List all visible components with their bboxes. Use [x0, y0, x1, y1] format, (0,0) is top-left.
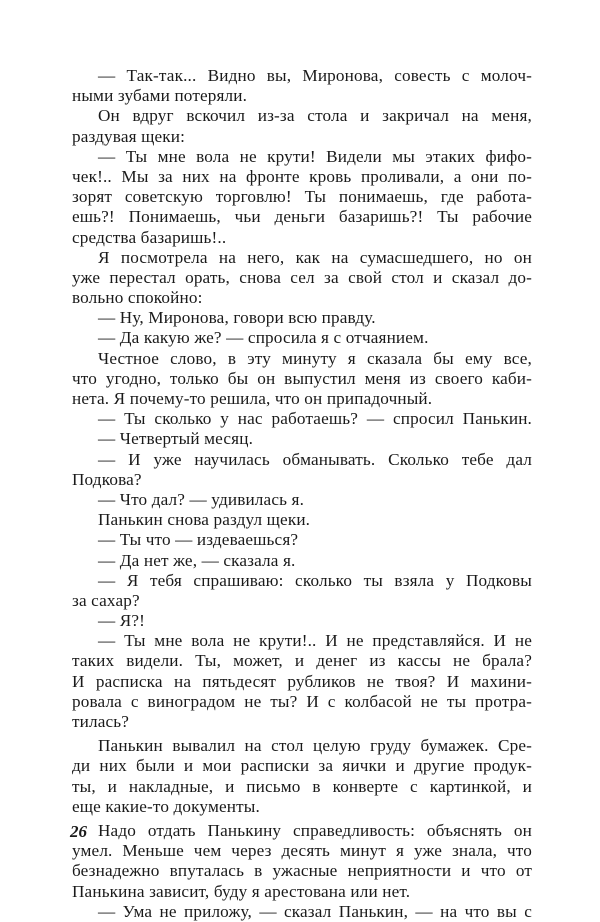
text-line: Я посмотрела на него, как на сумасшедшего, но он [98, 247, 532, 267]
text-line: — Ума не приложу, — сказал Панькин, — на что вы с [98, 901, 532, 921]
text-line: безнадежно впуталась в ужасные неприятности и что от [72, 861, 532, 881]
text-line: — Ты сколько у нас работаешь? — спросил Панькин. [98, 409, 532, 429]
text-line: Он вдруг вскочил из-за стола и закричал на меня, [98, 106, 532, 126]
text-line: ровала с виноградом не ты? И с колбасой не ты протра- [72, 691, 532, 711]
text-line: И расписка на пятьдесят рубликов не твоя? И махини- [72, 671, 532, 691]
text-line: — Что дал? — удивилась я. [98, 489, 305, 509]
text-line: вольно спокойно: [72, 288, 203, 308]
text-line: средства базаришь!.. [72, 227, 227, 247]
text-line: что угодно, только бы он выпустил меня из своего каби- [72, 368, 532, 388]
text-line: Панькин вывалил на стол целую груду бумажек. Сре- [98, 736, 532, 756]
text-line: ты, и накладные, и письмо в конверте с картинкой, и [72, 776, 532, 796]
text-line: — Ты что — издеваешься? [98, 530, 299, 550]
text-line: — Так-так... Видно вы, Миронова, совесть с молоч- [98, 66, 532, 85]
text-line: чек!.. Мы за них на фронте кровь проливали, а они по- [72, 166, 532, 186]
text-line: Панькина зависит, буду я арестована или нет. [72, 881, 411, 901]
text-line: умел. Меньше чем через десять минут я уже знала, что [72, 841, 532, 861]
text-line: Честное слово, в эту минуту я сказала бы ему все, [98, 348, 532, 368]
text-line: Панькин снова раздул щеки. [98, 510, 311, 530]
text-line: раздувая щеки: [72, 126, 186, 146]
text-line: — Я?! [98, 611, 146, 631]
text-line: ешь?! Понимаешь, чьи деньги базаришь?! Ты рабочие [72, 207, 532, 227]
text-line: — Да какую же? — спросила я с отчаянием. [98, 328, 429, 348]
text-line: Надо отдать Панькину справедливость: объяснять он [98, 820, 532, 840]
text-line: ными зубами потеряли. [72, 86, 248, 106]
text-line: — Ты мне вола не крути!.. И не представляйся. И не [98, 631, 532, 651]
text-line: нета. Я почему-то решила, что он припадочный. [72, 389, 433, 408]
text-line: — Да нет же, — сказала я. [98, 550, 296, 570]
text-line: еще какие-то документы. [72, 796, 260, 816]
text-line: таких видели. Ты, может, и денег из кассы не брала? [72, 651, 532, 671]
page-number: 26 [70, 822, 87, 841]
text-line: — Я тебя спрашиваю: сколько ты взяла у Подковы [98, 570, 532, 590]
text-line: ди них были и мои расписки за яички и другие продук- [72, 756, 532, 776]
text-line: за сахар? [72, 590, 140, 610]
text-line: — И уже научилась обманывать. Сколько тебе дал [98, 449, 532, 469]
book-page-text [72, 66, 532, 922]
text-line: — Четвертый месяц. [98, 429, 254, 449]
text-line: Подкова? [72, 469, 142, 489]
text-line: зорят советскую торговлю! Ты понимаешь, где работа- [72, 187, 532, 207]
text-line: тилась? [72, 712, 130, 731]
text-line: — Ну, Миронова, говори всю правду. [98, 308, 376, 328]
text-line: уже перестал орать, снова сел за свой стол и сказал до- [72, 267, 532, 287]
text-line: — Ты мне вола не крути! Видели мы этаких фифо- [98, 146, 532, 166]
